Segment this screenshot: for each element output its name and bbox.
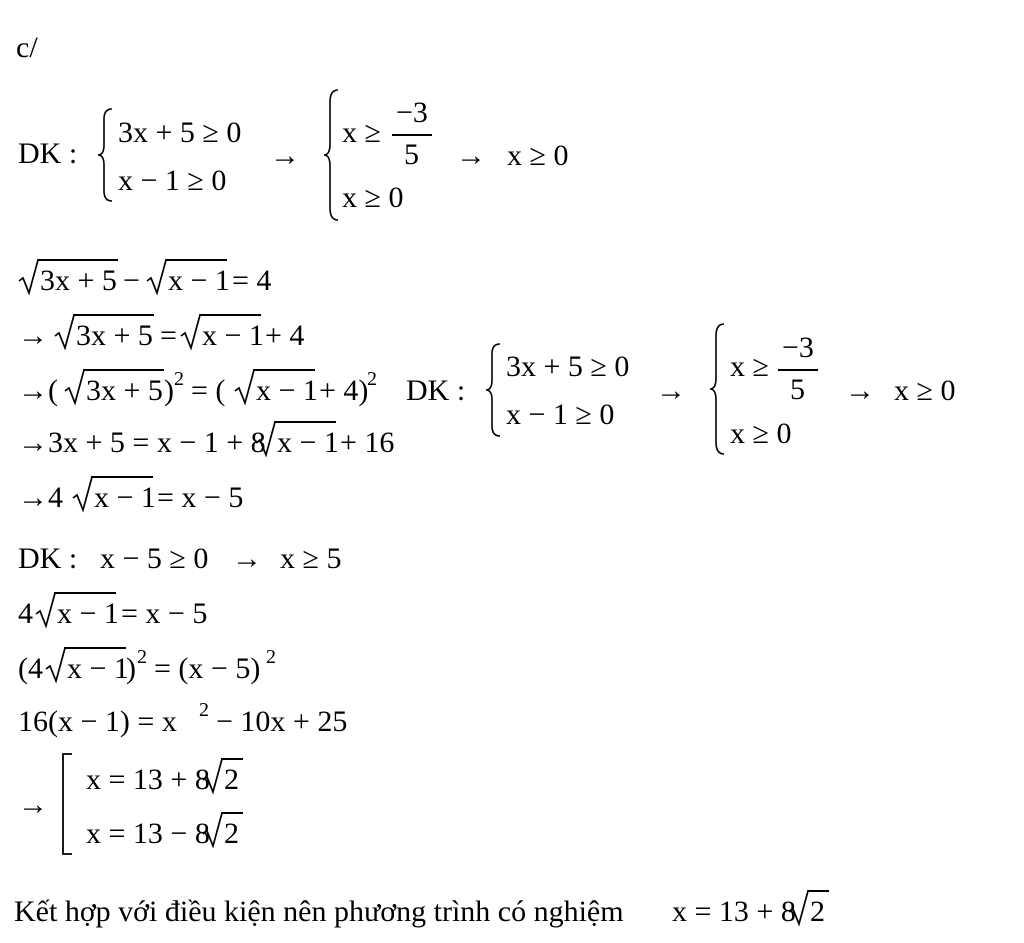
- radicand: 2: [224, 763, 239, 796]
- left-brace-icon: [484, 342, 502, 438]
- solution: x = 13 + 8: [86, 763, 210, 796]
- sqrt-vinculum: [83, 369, 164, 371]
- expression: = (x − 5): [154, 652, 261, 685]
- radicand: x − 1: [94, 481, 156, 514]
- sqrt-icon: [202, 758, 224, 796]
- sqrt-icon: [45, 647, 67, 685]
- exponent: 2: [174, 368, 184, 390]
- sqrt-icon: [202, 812, 224, 850]
- expression: →4: [18, 481, 63, 514]
- sqrt-vinculum: [91, 476, 153, 478]
- sqrt-vinculum: [221, 758, 243, 760]
- sqrt-icon: [146, 259, 168, 297]
- radicand: x − 1: [256, 374, 318, 407]
- fraction-denominator: 5: [404, 138, 419, 171]
- exponent: 2: [137, 646, 147, 668]
- expression: + 16: [340, 426, 395, 459]
- sqrt-icon: [255, 421, 277, 459]
- arrow: →: [18, 319, 48, 352]
- final-answer: x = 13 + 8: [672, 895, 796, 928]
- arrow: →: [270, 139, 300, 172]
- dk-label: DK :: [406, 374, 466, 407]
- expression: →(: [18, 374, 58, 407]
- inequality: x − 1 ≥ 0: [506, 398, 615, 431]
- sqrt-vinculum: [199, 314, 261, 316]
- sqrt-icon: [180, 314, 202, 352]
- expression: (4: [18, 652, 43, 685]
- expression: ): [164, 374, 174, 407]
- solution: x = 13 − 8: [86, 817, 210, 850]
- exponent: 2: [266, 646, 276, 668]
- inequality: x − 5 ≥ 0: [100, 542, 209, 575]
- inequality: 3x + 5 ≥ 0: [506, 350, 630, 383]
- radicand: x − 1: [168, 264, 230, 297]
- sqrt-vinculum: [274, 421, 336, 423]
- inequality: 3x + 5 ≥ 0: [118, 116, 242, 149]
- sqrt-vinculum: [73, 314, 154, 316]
- sqrt-vinculum: [807, 890, 829, 892]
- sqrt-vinculum: [54, 592, 116, 594]
- sqrt-vinculum: [64, 647, 126, 649]
- radicand: 3x + 5: [76, 319, 153, 352]
- radicand: x − 1: [67, 652, 129, 685]
- left-brace-icon: [96, 107, 114, 203]
- expression: = 4: [232, 264, 272, 297]
- sqrt-icon: [54, 314, 76, 352]
- radicand: x − 1: [57, 597, 119, 630]
- radicand: 3x + 5: [40, 264, 117, 297]
- expression: − 10x + 25: [216, 705, 348, 738]
- inequality: x ≥: [342, 116, 381, 149]
- sqrt-vinculum: [37, 259, 118, 261]
- sqrt-vinculum: [165, 259, 227, 261]
- inequality: x − 1 ≥ 0: [118, 164, 227, 197]
- inequality: x ≥ 0: [894, 374, 956, 407]
- expression: = x − 5: [121, 597, 208, 630]
- dk-label: DK :: [18, 137, 78, 170]
- expression: →3x + 5 = x − 1 + 8: [18, 426, 266, 459]
- radicand: 2: [224, 817, 239, 850]
- fraction-numerator: −3: [396, 96, 428, 129]
- sqrt-vinculum: [253, 369, 315, 371]
- radicand: 3x + 5: [86, 374, 163, 407]
- inequality: x ≥ 0: [342, 181, 404, 214]
- expression: + 4): [319, 374, 369, 407]
- exponent: 2: [367, 368, 377, 390]
- radicand: 2: [810, 895, 825, 928]
- inequality: x ≥ 0: [507, 139, 569, 172]
- sqrt-icon: [788, 890, 810, 928]
- dk-label: DK :: [18, 542, 78, 575]
- left-brace-icon: [708, 322, 726, 456]
- exponent: 2: [199, 699, 209, 721]
- fraction-numerator: −3: [782, 331, 814, 364]
- expression: = (: [191, 374, 226, 407]
- arrow: →: [656, 374, 686, 407]
- expression: + 4: [265, 319, 305, 352]
- sqrt-icon: [234, 369, 256, 407]
- part-label: c/: [16, 31, 38, 64]
- arrow: →: [18, 788, 48, 821]
- radicand: x − 1: [277, 426, 339, 459]
- operator: −: [123, 264, 140, 297]
- inequality: x ≥ 5: [280, 542, 342, 575]
- expression: ): [126, 652, 136, 685]
- left-brace-icon: [322, 88, 340, 222]
- left-bracket-icon: [60, 752, 74, 856]
- arrow: →: [456, 139, 486, 172]
- radicand: x − 1: [202, 319, 264, 352]
- arrow: →: [232, 542, 262, 575]
- fraction-bar: [392, 134, 432, 136]
- fraction-denominator: 5: [790, 373, 805, 406]
- sqrt-vinculum: [221, 812, 243, 814]
- inequality: x ≥ 0: [730, 417, 792, 450]
- operator: =: [160, 319, 177, 352]
- arrow: →: [845, 374, 875, 407]
- expression: 16(x − 1) = x: [18, 705, 177, 738]
- sqrt-icon: [64, 369, 86, 407]
- inequality: x ≥: [730, 350, 769, 383]
- expression: = x − 5: [157, 481, 244, 514]
- conclusion-text: Kết hợp với điều kiện nên phương trình có nghiệm: [14, 895, 624, 928]
- sqrt-icon: [18, 259, 40, 297]
- sqrt-icon: [72, 476, 94, 514]
- sqrt-icon: [35, 592, 57, 630]
- fraction-bar: [778, 369, 818, 371]
- expression: 4: [18, 597, 33, 630]
